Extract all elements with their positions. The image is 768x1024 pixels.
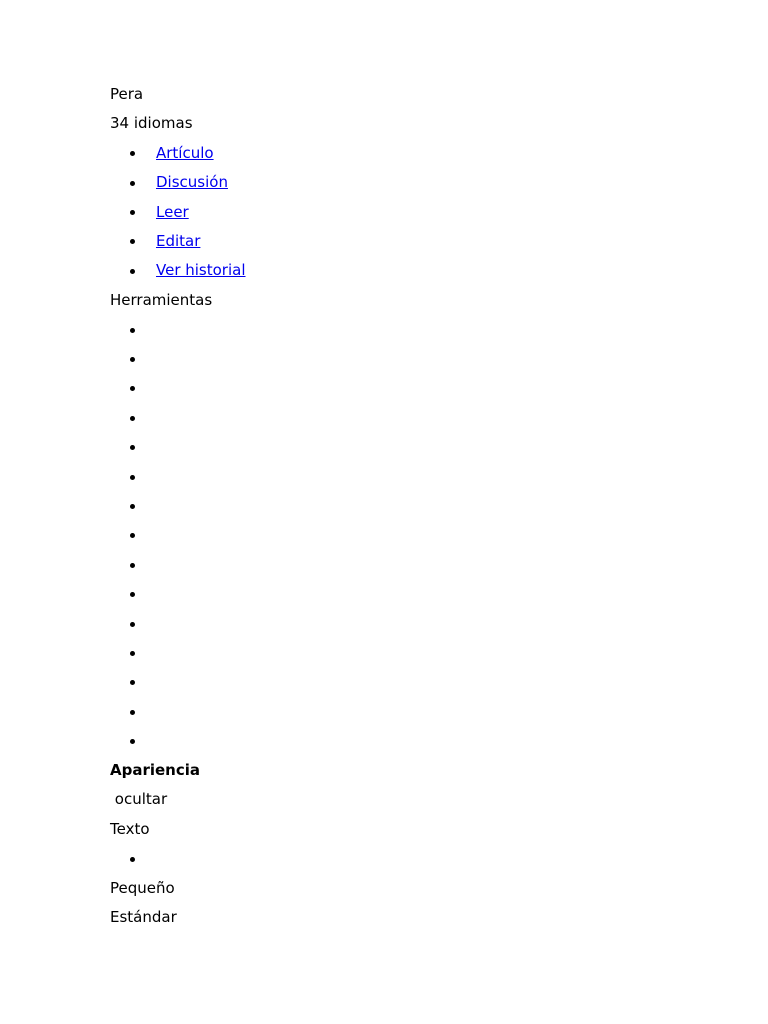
- tab-edit[interactable]: Editar: [156, 231, 201, 250]
- list-item: [110, 403, 750, 432]
- bullet-icon: [130, 386, 135, 391]
- list-item: [110, 697, 750, 726]
- list-item-view-read: [110, 198, 750, 227]
- views-list: [110, 139, 750, 286]
- tab-article[interactable]: Artículo: [156, 143, 214, 162]
- list-item: [110, 491, 750, 520]
- list-item: [110, 638, 750, 667]
- bullet-icon: [130, 651, 135, 656]
- list-item: [110, 462, 750, 491]
- bullet-icon: [130, 710, 135, 715]
- tools-list: [110, 315, 750, 756]
- bullet-icon: [130, 533, 135, 538]
- page-title: Pera: [110, 85, 144, 103]
- bullet-icon: [130, 151, 135, 156]
- page-content: [110, 80, 750, 932]
- list-item: [110, 609, 750, 638]
- list-item: [110, 580, 750, 609]
- language-selector[interactable]: 34 idiomas: [110, 114, 193, 133]
- bullet-icon: [130, 445, 135, 450]
- list-item-view-discussion: [110, 168, 750, 197]
- bullet-icon: [130, 210, 135, 215]
- bullet-icon: [130, 680, 135, 685]
- list-item: [110, 315, 750, 344]
- text-size-option-small[interactable]: Pequeño: [110, 878, 175, 897]
- hide-appearance-button[interactable]: [110, 785, 750, 814]
- bullet-icon: [130, 239, 135, 244]
- bullet-icon: [130, 592, 135, 597]
- bullet-icon: [130, 357, 135, 362]
- list-item: [110, 550, 750, 579]
- text-options-list: [110, 844, 750, 873]
- list-item: [110, 374, 750, 403]
- text-size-option-standard[interactable]: Estándar: [110, 907, 177, 926]
- bullet-icon: [130, 475, 135, 480]
- bullet-icon: [130, 739, 135, 744]
- bullet-icon: [130, 622, 135, 627]
- tab-read[interactable]: Leer: [156, 202, 189, 221]
- hide-appearance-label[interactable]: ocultar: [114, 790, 168, 809]
- list-item: [110, 668, 750, 697]
- bullet-icon: [130, 416, 135, 421]
- tools-menu-label[interactable]: Herramientas: [110, 290, 213, 309]
- bullet-icon: [130, 181, 135, 186]
- list-item: [110, 345, 750, 374]
- bullet-icon: [130, 269, 135, 274]
- list-item-view-edit: [110, 227, 750, 256]
- list-item-view-history: [110, 256, 750, 285]
- text-size-label: Texto: [110, 819, 150, 838]
- bullet-icon: [130, 563, 135, 568]
- tab-view-history[interactable]: Ver historial: [156, 261, 246, 280]
- list-item: [110, 727, 750, 756]
- bullet-icon: [130, 504, 135, 509]
- bullet-icon: [130, 857, 135, 862]
- list-item: [110, 433, 750, 462]
- list-item: [110, 521, 750, 550]
- tab-discussion[interactable]: Discusión: [156, 173, 228, 192]
- appearance-heading: Apariencia: [110, 760, 201, 779]
- list-item: [110, 844, 750, 873]
- list-item-view-article: [110, 139, 750, 168]
- bullet-icon: [130, 328, 135, 333]
